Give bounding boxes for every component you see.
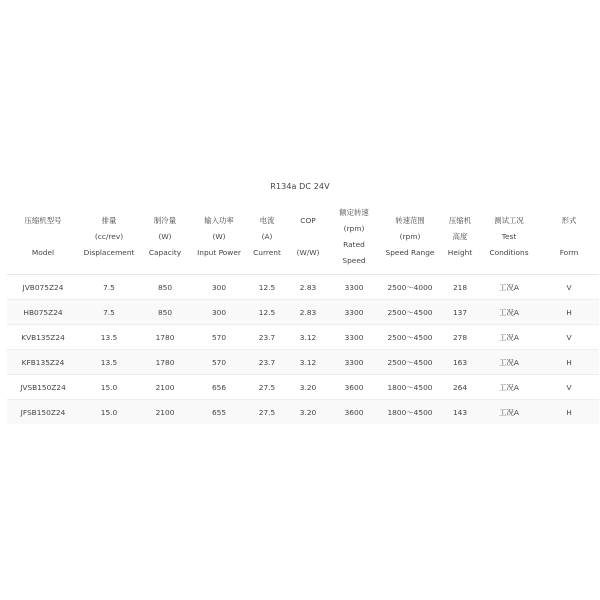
header-line: (A) [261, 232, 273, 241]
cell-model: JFSB150Z24 [7, 400, 79, 425]
cell-cop: 3.20 [287, 375, 329, 400]
header-line: 形式 [561, 216, 577, 225]
header-line: 测试工况 [494, 216, 524, 225]
cell-cop: 3.12 [287, 325, 329, 350]
compressor-spec-table [7, 200, 599, 424]
cell-height: 137 [441, 300, 479, 325]
cell-rated-speed: 3600 [329, 400, 379, 425]
cell-speed-range: 1800～4500 [379, 400, 441, 425]
header-test-conditions [479, 200, 539, 275]
cell-form: V [539, 375, 599, 400]
cell-capacity: 850 [139, 275, 191, 300]
header-line: 输入功率 [204, 216, 234, 225]
cell-capacity: 2100 [139, 400, 191, 425]
header-cop [287, 200, 329, 275]
header-line: 电流 [259, 216, 275, 225]
cell-input-power: 570 [191, 325, 247, 350]
header-line: Form [559, 248, 579, 257]
cell-cop: 2.83 [287, 300, 329, 325]
cell-input-power: 656 [191, 375, 247, 400]
header-model [7, 200, 79, 275]
cell-form: V [539, 275, 599, 300]
header-line: 排量 [101, 216, 117, 225]
header-line [7, 229, 79, 245]
cell-current: 23.7 [247, 350, 287, 375]
cell-test-conditions: 工况A [479, 300, 539, 325]
cell-form: H [539, 300, 599, 325]
header-form [539, 200, 599, 275]
table-row [7, 375, 599, 400]
cell-speed-range: 2500～4500 [379, 350, 441, 375]
header-capacity [139, 200, 191, 275]
cell-speed-range: 2500～4500 [379, 300, 441, 325]
table-row [7, 400, 599, 425]
cell-rated-speed: 3600 [329, 375, 379, 400]
cell-test-conditions: 工况A [479, 325, 539, 350]
header-line [287, 229, 329, 245]
cell-speed-range: 2500～4500 [379, 325, 441, 350]
header-current [247, 200, 287, 275]
header-line: (cc/rev) [94, 232, 124, 241]
cell-height: 278 [441, 325, 479, 350]
table-row [7, 275, 599, 300]
cell-test-conditions: 工况A [479, 275, 539, 300]
cell-current: 12.5 [247, 275, 287, 300]
table-row [7, 325, 599, 350]
cell-capacity: 850 [139, 300, 191, 325]
cell-displacement: 7.5 [79, 275, 139, 300]
cell-current: 23.7 [247, 325, 287, 350]
cell-model: JVB075Z24 [7, 275, 79, 300]
cell-test-conditions: 工况A [479, 400, 539, 425]
header-line: Test [501, 232, 517, 241]
cell-capacity: 1780 [139, 325, 191, 350]
header-line: COP [300, 216, 316, 225]
header-height [441, 200, 479, 275]
cell-current: 27.5 [247, 375, 287, 400]
cell-current: 12.5 [247, 300, 287, 325]
cell-model: HB075Z24 [7, 300, 79, 325]
cell-model: JVSB150Z24 [7, 375, 79, 400]
cell-form: V [539, 325, 599, 350]
table-caption: R134a DC 24V [270, 182, 330, 191]
header-line: Height [447, 248, 473, 257]
table-row [7, 300, 599, 325]
cell-current: 27.5 [247, 400, 287, 425]
cell-input-power: 655 [191, 400, 247, 425]
header-line: Current [253, 248, 281, 257]
header-line: 制冷量 [153, 216, 177, 225]
table-header-row [7, 200, 599, 275]
cell-height: 218 [441, 275, 479, 300]
cell-capacity: 2100 [139, 375, 191, 400]
header-line: Displacement [83, 248, 135, 257]
cell-test-conditions: 工况A [479, 350, 539, 375]
header-displacement [79, 200, 139, 275]
header-speed-range [379, 200, 441, 275]
cell-height: 143 [441, 400, 479, 425]
cell-model: KVB135Z24 [7, 325, 79, 350]
table-row [7, 350, 599, 375]
header-line: (W/W) [296, 248, 320, 257]
cell-displacement: 13.5 [79, 325, 139, 350]
cell-rated-speed: 3300 [329, 300, 379, 325]
cell-form: H [539, 350, 599, 375]
header-line: (rpm) [343, 224, 365, 233]
header-line: 额定转速 [339, 208, 369, 217]
cell-input-power: 300 [191, 275, 247, 300]
cell-speed-range: 1800～4500 [379, 375, 441, 400]
cell-input-power: 570 [191, 350, 247, 375]
header-line: (W) [212, 232, 226, 241]
header-line [539, 229, 599, 245]
header-line: 压缩机型号 [24, 216, 62, 225]
header-line: Input Power [197, 248, 241, 257]
header-line: Speed [342, 256, 366, 265]
header-line: Speed Range [385, 248, 435, 257]
header-line: 转速范围 [395, 216, 425, 225]
cell-rated-speed: 3300 [329, 350, 379, 375]
cell-cop: 2.83 [287, 275, 329, 300]
cell-rated-speed: 3300 [329, 275, 379, 300]
header-rated-speed [329, 200, 379, 275]
cell-height: 264 [441, 375, 479, 400]
cell-input-power: 300 [191, 300, 247, 325]
header-line: Conditions [489, 248, 529, 257]
cell-cop: 3.20 [287, 400, 329, 425]
cell-model: KFB135Z24 [7, 350, 79, 375]
header-input-power [191, 200, 247, 275]
cell-displacement: 15.0 [79, 375, 139, 400]
cell-displacement: 13.5 [79, 350, 139, 375]
header-line: 高度 [452, 232, 468, 241]
header-line: 压缩机 [448, 216, 472, 225]
header-line: (rpm) [399, 232, 421, 241]
cell-form: H [539, 400, 599, 425]
header-line: Rated [343, 240, 365, 249]
header-line: Capacity [148, 248, 182, 257]
cell-speed-range: 2500～4000 [379, 275, 441, 300]
cell-displacement: 7.5 [79, 300, 139, 325]
cell-capacity: 1780 [139, 350, 191, 375]
cell-height: 163 [441, 350, 479, 375]
cell-test-conditions: 工况A [479, 375, 539, 400]
cell-displacement: 15.0 [79, 400, 139, 425]
cell-cop: 3.12 [287, 350, 329, 375]
header-line: (W) [158, 232, 172, 241]
cell-rated-speed: 3300 [329, 325, 379, 350]
header-line: Model [31, 248, 55, 257]
